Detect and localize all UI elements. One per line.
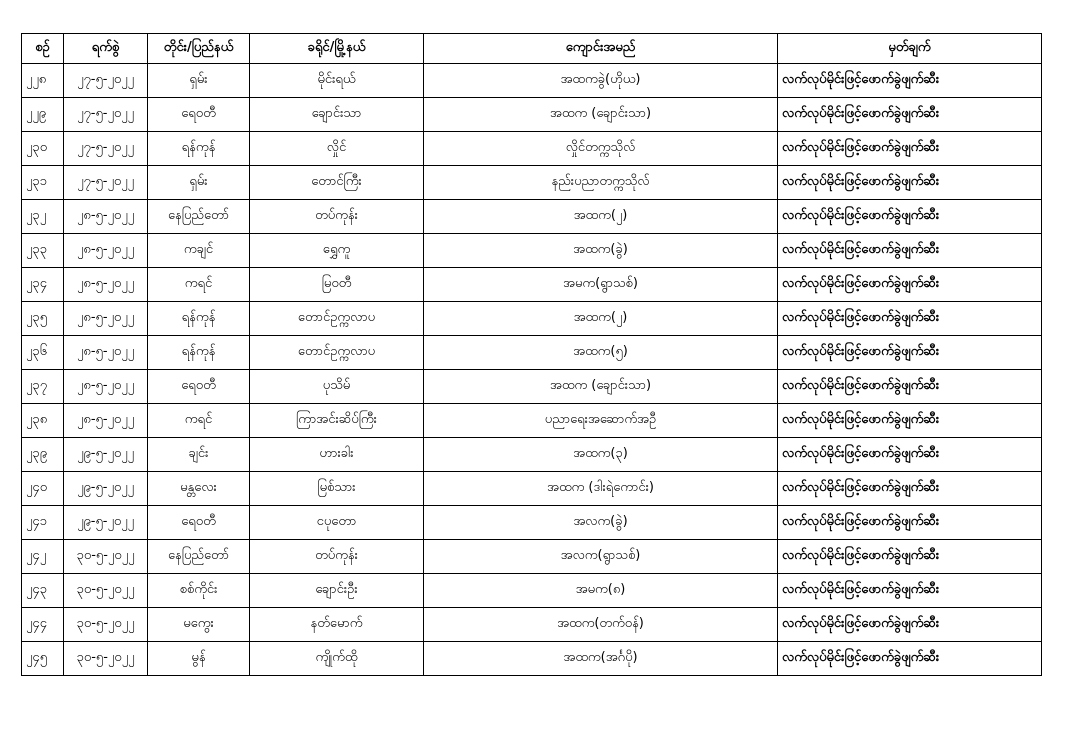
cell-township: ချောင်းသာ: [250, 98, 424, 132]
table-row: [22, 132, 1042, 166]
cell-no: ၂၂၈: [22, 64, 64, 98]
cell-no: ၂၃၇: [22, 370, 64, 404]
cell-township: ချောင်းဦး: [250, 574, 424, 608]
cell-remark: လက်လုပ်မိုင်းဖြင့်ဖောက်ခွဲဖျက်ဆီး: [778, 166, 1042, 200]
cell-school: အထက(၃): [424, 438, 778, 472]
cell-region: နေပြည်တော်: [148, 540, 250, 574]
cell-township: ကျိုက်ထို: [250, 642, 424, 676]
cell-region: ရေဝတီ: [148, 506, 250, 540]
table-row: [22, 608, 1042, 642]
table-row: [22, 574, 1042, 608]
cell-township: ပုသိမ်: [250, 370, 424, 404]
cell-township: ရွှေကူ: [250, 234, 424, 268]
cell-no: ၂၄၂: [22, 540, 64, 574]
cell-remark: လက်လုပ်မိုင်းဖြင့်ဖောက်ခွဲဖျက်ဆီး: [778, 438, 1042, 472]
cell-region: ကရင်: [148, 268, 250, 302]
cell-no: ၂၂၉: [22, 98, 64, 132]
cell-school: အလက(ခွဲ): [424, 506, 778, 540]
table-row: [22, 540, 1042, 574]
cell-no: ၂၄၅: [22, 642, 64, 676]
cell-date: ၃၀-၅-၂၀၂၂: [64, 642, 148, 676]
cell-school: အထက(၂): [424, 302, 778, 336]
cell-date: ၂၈-၅-၂၀၂၂: [64, 302, 148, 336]
header-region: တိုင်း/ပြည်နယ်: [148, 34, 250, 64]
cell-school: အထက (ချောင်းသာ): [424, 370, 778, 404]
cell-township: ငပုတော: [250, 506, 424, 540]
cell-township: ကြာအင်းဆိပ်ကြီး: [250, 404, 424, 438]
cell-school: ပညာရေးအဆောက်အဦ: [424, 404, 778, 438]
cell-remark: လက်လုပ်မိုင်းဖြင့်ဖောက်ခွဲဖျက်ဆီး: [778, 98, 1042, 132]
cell-school: အထက (ဒါးရဲကောင်း): [424, 472, 778, 506]
cell-date: ၂၈-၅-၂၀၂၂: [64, 336, 148, 370]
cell-remark: လက်လုပ်မိုင်းဖြင့်ဖောက်ခွဲဖျက်ဆီး: [778, 336, 1042, 370]
cell-date: ၂၈-၅-၂၀၂၂: [64, 370, 148, 404]
cell-region: ရန်ကုန်: [148, 132, 250, 166]
cell-region: မကွေး: [148, 608, 250, 642]
cell-no: ၂၃၃: [22, 234, 64, 268]
cell-region: စစ်ကိုင်း: [148, 574, 250, 608]
cell-school: အထက (ချောင်းသာ): [424, 98, 778, 132]
cell-no: ၂၃၄: [22, 268, 64, 302]
cell-date: ၂၇-၅-၂၀၂၂: [64, 166, 148, 200]
table-row: [22, 506, 1042, 540]
cell-remark: လက်လုပ်မိုင်းဖြင့်ဖောက်ခွဲဖျက်ဆီး: [778, 302, 1042, 336]
cell-no: ၂၃၀: [22, 132, 64, 166]
cell-region: မွန်: [148, 642, 250, 676]
cell-remark: လက်လုပ်မိုင်းဖြင့်ဖောက်ခွဲဖျက်ဆီး: [778, 608, 1042, 642]
cell-no: ၂၃၈: [22, 404, 64, 438]
cell-school: နည်းပညာတက္ကသိုလ်: [424, 166, 778, 200]
cell-school: အထကခွဲ(ဟိုယ): [424, 64, 778, 98]
cell-school: အထက(၂): [424, 200, 778, 234]
cell-region: ကချင်: [148, 234, 250, 268]
cell-no: ၂၃၁: [22, 166, 64, 200]
cell-remark: လက်လုပ်မိုင်းဖြင့်ဖောက်ခွဲဖျက်ဆီး: [778, 200, 1042, 234]
cell-township: တပ်ကုန်း: [250, 200, 424, 234]
table-row: [22, 302, 1042, 336]
cell-no: ၂၃၅: [22, 302, 64, 336]
cell-region: ချင်း: [148, 438, 250, 472]
cell-township: မြဝတီ: [250, 268, 424, 302]
cell-date: ၃၀-၅-၂၀၂၂: [64, 608, 148, 642]
incident-table: [21, 33, 1042, 676]
header-township: ခရိုင်/မြို့နယ်: [250, 34, 424, 64]
cell-remark: လက်လုပ်မိုင်းဖြင့်ဖောက်ခွဲဖျက်ဆီး: [778, 64, 1042, 98]
cell-remark: လက်လုပ်မိုင်းဖြင့်ဖောက်ခွဲဖျက်ဆီး: [778, 540, 1042, 574]
cell-no: ၂၃၂: [22, 200, 64, 234]
cell-date: ၂၈-၅-၂၀၂၂: [64, 404, 148, 438]
header-row: [22, 34, 1042, 64]
cell-township: တောင်ဥက္ကလာပ: [250, 336, 424, 370]
table-header: [22, 34, 1042, 64]
cell-school: လှိုင်တက္ကသိုလ်: [424, 132, 778, 166]
cell-remark: လက်လုပ်မိုင်းဖြင့်ဖောက်ခွဲဖျက်ဆီး: [778, 404, 1042, 438]
cell-region: နေပြည်တော်: [148, 200, 250, 234]
table-row: [22, 472, 1042, 506]
cell-date: ၂၇-၅-၂၀၂၂: [64, 98, 148, 132]
table-body: [22, 64, 1042, 676]
cell-date: ၃၀-၅-၂၀၂၂: [64, 574, 148, 608]
cell-no: ၂၄၁: [22, 506, 64, 540]
table-row: [22, 336, 1042, 370]
cell-region: ရေဝတီ: [148, 98, 250, 132]
table-row: [22, 98, 1042, 132]
header-date: ရက်စွဲ: [64, 34, 148, 64]
cell-township: မိုင်းရယ်: [250, 64, 424, 98]
cell-date: ၂၈-၅-၂၀၂၂: [64, 268, 148, 302]
table-row: [22, 166, 1042, 200]
cell-school: အထက(အင်္ဂပို): [424, 642, 778, 676]
cell-region: ရှမ်း: [148, 166, 250, 200]
cell-remark: လက်လုပ်မိုင်းဖြင့်ဖောက်ခွဲဖျက်ဆီး: [778, 642, 1042, 676]
cell-date: ၂၉-၅-၂၀၂၂: [64, 438, 148, 472]
table-row: [22, 438, 1042, 472]
table-row: [22, 642, 1042, 676]
header-school: ကျောင်းအမည်: [424, 34, 778, 64]
cell-remark: လက်လုပ်မိုင်းဖြင့်ဖောက်ခွဲဖျက်ဆီး: [778, 234, 1042, 268]
cell-school: အထက(တက်ဝန်): [424, 608, 778, 642]
cell-township: လှိုင်: [250, 132, 424, 166]
cell-date: ၂၉-၅-၂၀၂၂: [64, 472, 148, 506]
cell-school: အထက(၅): [424, 336, 778, 370]
table-row: [22, 200, 1042, 234]
table-row: [22, 404, 1042, 438]
cell-township: တောင်ကြီး: [250, 166, 424, 200]
cell-no: ၂၄၀: [22, 472, 64, 506]
cell-region: ရှမ်း: [148, 64, 250, 98]
cell-date: ၂၇-၅-၂၀၂၂: [64, 64, 148, 98]
cell-date: ၃၀-၅-၂၀၂၂: [64, 540, 148, 574]
header-no: စဉ်: [22, 34, 64, 64]
cell-remark: လက်လုပ်မိုင်းဖြင့်ဖောက်ခွဲဖျက်ဆီး: [778, 506, 1042, 540]
cell-region: ကရင်: [148, 404, 250, 438]
cell-remark: လက်လုပ်မိုင်းဖြင့်ဖောက်ခွဲဖျက်ဆီး: [778, 370, 1042, 404]
cell-no: ၂၄၄: [22, 608, 64, 642]
cell-township: ဟားခါး: [250, 438, 424, 472]
cell-school: အလက(ရွာသစ်): [424, 540, 778, 574]
cell-township: တပ်ကုန်း: [250, 540, 424, 574]
cell-township: နတ်မောက်: [250, 608, 424, 642]
header-remark: မှတ်ချက်: [778, 34, 1042, 64]
cell-township: တောင်ဥက္ကလာပ: [250, 302, 424, 336]
cell-region: ရေဝတီ: [148, 370, 250, 404]
table-row: [22, 370, 1042, 404]
cell-no: ၂၃၉: [22, 438, 64, 472]
cell-region: မန္တလေး: [148, 472, 250, 506]
cell-date: ၂၈-၅-၂၀၂၂: [64, 234, 148, 268]
cell-date: ၂၉-၅-၂၀၂၂: [64, 506, 148, 540]
table-row: [22, 234, 1042, 268]
cell-region: ရန်ကုန်: [148, 336, 250, 370]
table-row: [22, 268, 1042, 302]
cell-school: အထက(ခွဲ): [424, 234, 778, 268]
cell-remark: လက်လုပ်မိုင်းဖြင့်ဖောက်ခွဲဖျက်ဆီး: [778, 268, 1042, 302]
cell-remark: လက်လုပ်မိုင်းဖြင့်ဖောက်ခွဲဖျက်ဆီး: [778, 472, 1042, 506]
cell-no: ၂၄၃: [22, 574, 64, 608]
cell-remark: လက်လုပ်မိုင်းဖြင့်ဖောက်ခွဲဖျက်ဆီး: [778, 574, 1042, 608]
cell-township: မြစ်သား: [250, 472, 424, 506]
cell-region: ရန်ကုန်: [148, 302, 250, 336]
cell-date: ၂၇-၅-၂၀၂၂: [64, 132, 148, 166]
cell-school: အမက(ရွာသစ်): [424, 268, 778, 302]
cell-date: ၂၈-၅-၂၀၂၂: [64, 200, 148, 234]
cell-remark: လက်လုပ်မိုင်းဖြင့်ဖောက်ခွဲဖျက်ဆီး: [778, 132, 1042, 166]
cell-school: အမက(၈): [424, 574, 778, 608]
table-row: [22, 64, 1042, 98]
cell-no: ၂၃၆: [22, 336, 64, 370]
